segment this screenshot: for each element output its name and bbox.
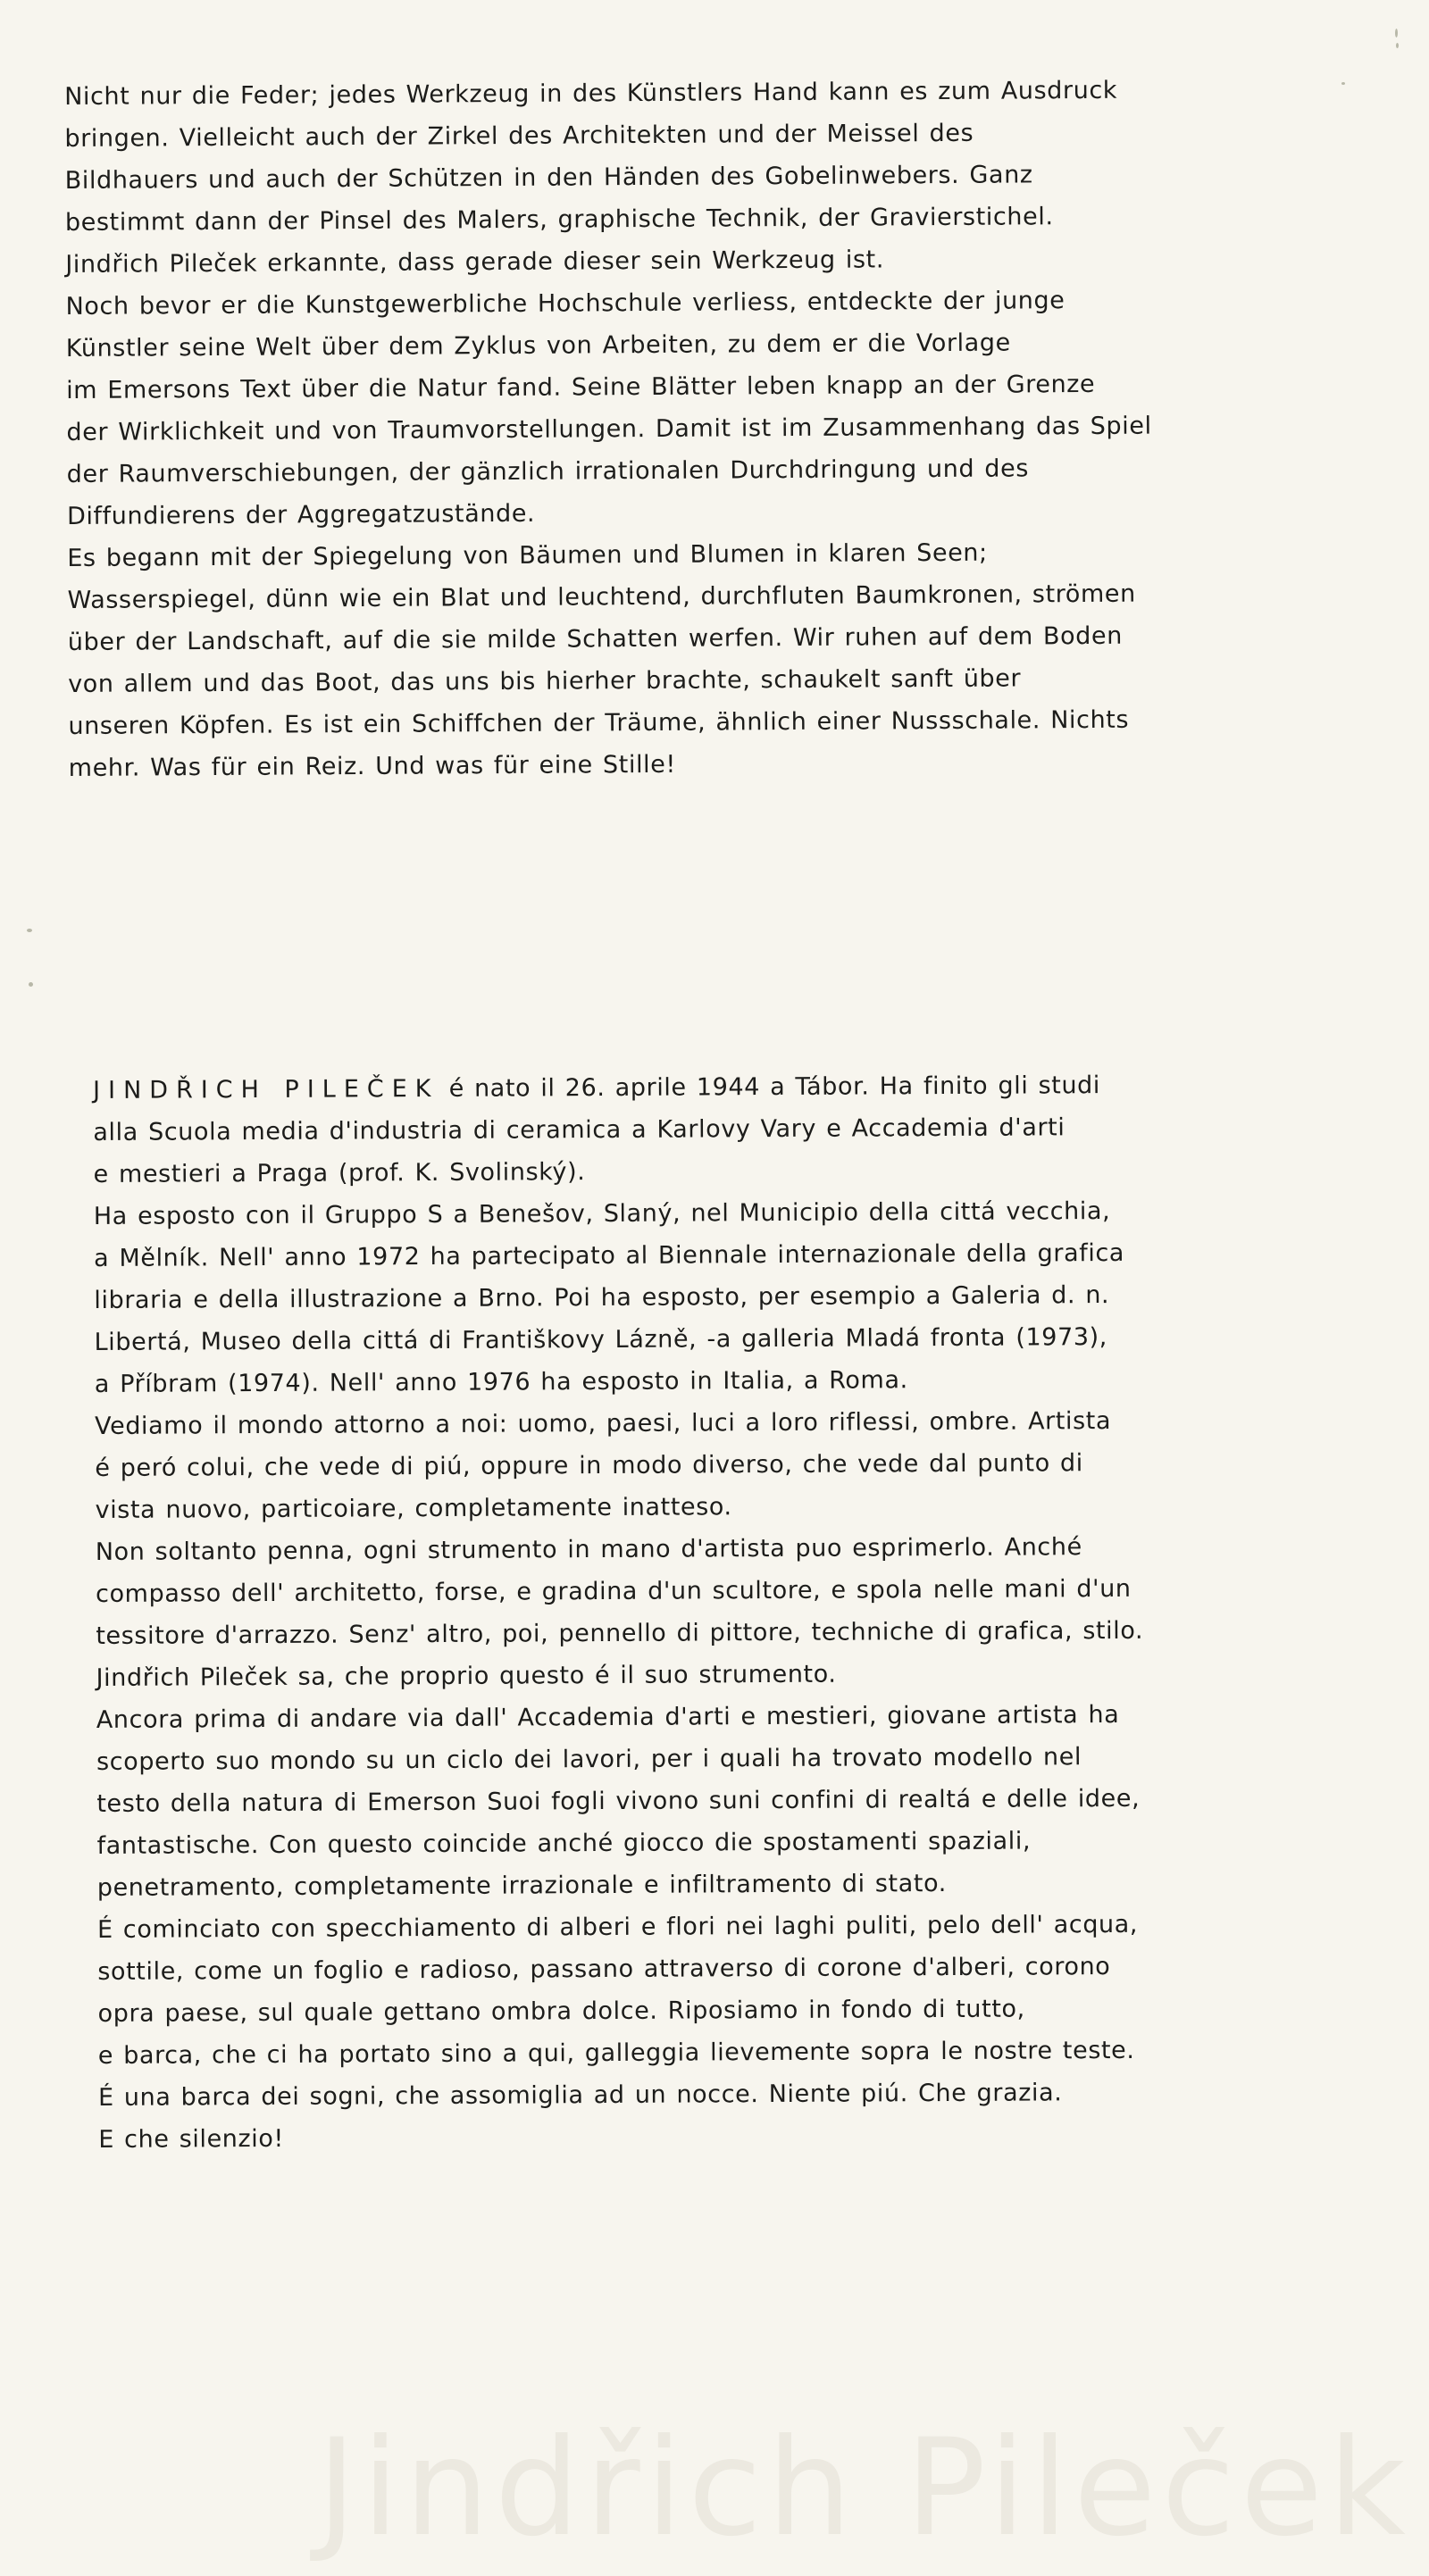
italian-first-line-rest: é nato il 26. aprile 1944 a Tábor. Ha finito gli studi — [439, 1071, 1101, 1103]
italian-line-9: é peró colui, che vede di piú, oppure in modo diverso, che vede dal punto di — [95, 1449, 1083, 1482]
german-line-13: über der Landschaft, auf die sie milde Schatten werfen. Wir ruhen auf dem Boden — [67, 621, 1124, 656]
italian-line-4: a Mělník. Nell' anno 1972 ha partecipato al Biennale internazionale della grafica — [94, 1238, 1125, 1272]
paper-speck — [1396, 43, 1399, 48]
italian-line-16: scoperto suo mondo su un ciclo dei lavori, per i quali ha trovato modello nel — [96, 1743, 1082, 1776]
german-line-14: von allem und das Boot, das uns bis hierher brachte, schaukelt sanft über — [68, 664, 1022, 698]
german-line-16: mehr. Was für ein Reiz. Und was für eine Stille! — [68, 750, 676, 782]
german-line-4: Jindřich Pileček erkannte, dass gerade dieser sein Werkzeug ist. — [65, 246, 885, 279]
italian-line-1: alla Scuola media d'industria di ceramica a Karlovy Vary e Accademia d'arti — [93, 1113, 1065, 1146]
italian-line-6: Libertá, Museo della cittá di Františkovy Lázně, -a galleria Mladá fronta (1973), — [94, 1323, 1107, 1356]
german-line-7: im Emersons Text über die Natur fand. Seine Blätter leben knapp an der Grenze — [66, 370, 1096, 404]
artist-name-heading: JINDŘICH PILEČEK — [93, 1074, 439, 1105]
italian-line-12: compasso dell' architetto, forse, e gradina d'un scultore, e spola nelle mani d'un — [95, 1574, 1132, 1608]
german-line-2: Bildhauers und auch der Schützen in den Händen des Gobelinwebers. Ganz — [64, 161, 1033, 195]
german-line-3: bestimmt dann der Pinsel des Malers, graphische Technik, der Gravierstichel. — [64, 203, 1054, 237]
italian-line-5: libraria e della illustrazione a Brno. Poi ha esposto, per esempio a Galeria d. n. — [94, 1281, 1110, 1314]
italian-line-17: testo della natura di Emerson Suoi fogli vivono suni confini di realtá e delle idee, — [96, 1784, 1141, 1818]
german-line-0: Nicht nur die Feder; jedes Werkzeug in des Künstlers Hand kann es zum Ausdruck — [64, 76, 1118, 111]
italian-text-block — [93, 1063, 1384, 2161]
italian-line-18: fantastische. Con questo coincide anché giocco die spostamenti spaziali, — [96, 1827, 1032, 1860]
italian-line-11: Non soltanto penna, ogni strumento in mano d'artista puo esprimerlo. Anché — [95, 1533, 1082, 1566]
german-line-1: bringen. Vielleicht auch der Zirkel des Architekten und der Meissel des — [64, 119, 974, 153]
german-line-8: der Wirklichkeit und von Traumvorstellungen. Damit ist im Zusammenhang das Spiel — [66, 412, 1152, 446]
italian-line-21: sottile, come un foglio e radioso, passano attraverso di corone d'alberi, corono — [97, 1953, 1111, 1986]
italian-line-2: e mestieri a Praga (prof. K. Svolinský). — [93, 1158, 586, 1188]
italian-line-20: É cominciato con specchiamento di alberi e flori nei laghi puliti, pelo dell' acqua, — [96, 1910, 1139, 1944]
italian-line-7: a Příbram (1974). Nell' anno 1976 ha esposto in Italia, a Roma. — [94, 1366, 908, 1398]
german-line-12: Wasserspiegel, dünn wie ein Blat und leuchtend, durchfluten Baumkronen, strömen — [67, 579, 1136, 614]
italian-line-14: Jindřich Pileček sa, che proprio questo é il suo strumento. — [96, 1660, 837, 1692]
ghost-show-through-text: Jindřich Pileček — [316, 2411, 1411, 2566]
german-text-block — [64, 68, 1355, 789]
paper-speck — [27, 929, 32, 932]
german-line-6: Künstler seine Welt über dem Zyklus von Arbeiten, zu dem er die Vorlage — [65, 329, 1011, 363]
italian-line-10: vista nuovo, particoiare, completamente inatteso. — [95, 1493, 732, 1524]
italian-line-0 — [93, 1063, 1379, 1112]
german-line-15: unseren Köpfen. Es ist ein Schiffchen der Träume, ähnlich einer Nussschale. Nichts — [68, 705, 1130, 740]
german-line-11: Es begann mit der Spiegelung von Bäumen und Blumen in klaren Seen; — [67, 538, 988, 572]
italian-line-15: Ancora prima di andare via dall' Accademia d'arti e mestieri, giovane artista ha — [96, 1700, 1120, 1734]
paper-speck — [1341, 82, 1345, 85]
italian-line-25: E che silenzio! — [98, 2124, 284, 2154]
paper-speck — [29, 982, 33, 987]
italian-line-23: e barca, che ci ha portato sino a qui, galleggia lievemente sopra le nostre teste. — [97, 2036, 1135, 2070]
italian-line-3: Ha esposto con il Gruppo S a Benešov, Slaný, nel Municipio della cittá vecchia, — [93, 1197, 1111, 1230]
german-line-10: Diffundierens der Aggregatzustände. — [66, 499, 536, 530]
paper-speck — [1395, 29, 1398, 38]
german-line-5: Noch bevor er die Kunstgewerbliche Hochschule verliess, entdeckte der junge — [65, 287, 1065, 321]
italian-line-13: tessitore d'arrazzo. Senz' altro, poi, pennello di pittore, techniche di grafica, stilo. — [96, 1616, 1144, 1650]
italian-line-19: penetramento, completamente irrazionale e infiltramento di stato. — [96, 1870, 947, 1902]
italian-line-24: É una barca dei sogni, che assomiglia ad un nocce. Niente piú. Che grazia. — [97, 2079, 1063, 2112]
italian-line-22: opra paese, sul quale gettano ombra dolce. Riposiamo in fondo di tutto, — [97, 1995, 1025, 2028]
italian-line-8: Vediamo il mondo attorno a noi: uomo, paesi, luci a loro riflessi, ombre. Artista — [95, 1407, 1112, 1440]
german-line-9: der Raumverschiebungen, der gänzlich irrationalen Durchdringung und des — [66, 454, 1030, 488]
